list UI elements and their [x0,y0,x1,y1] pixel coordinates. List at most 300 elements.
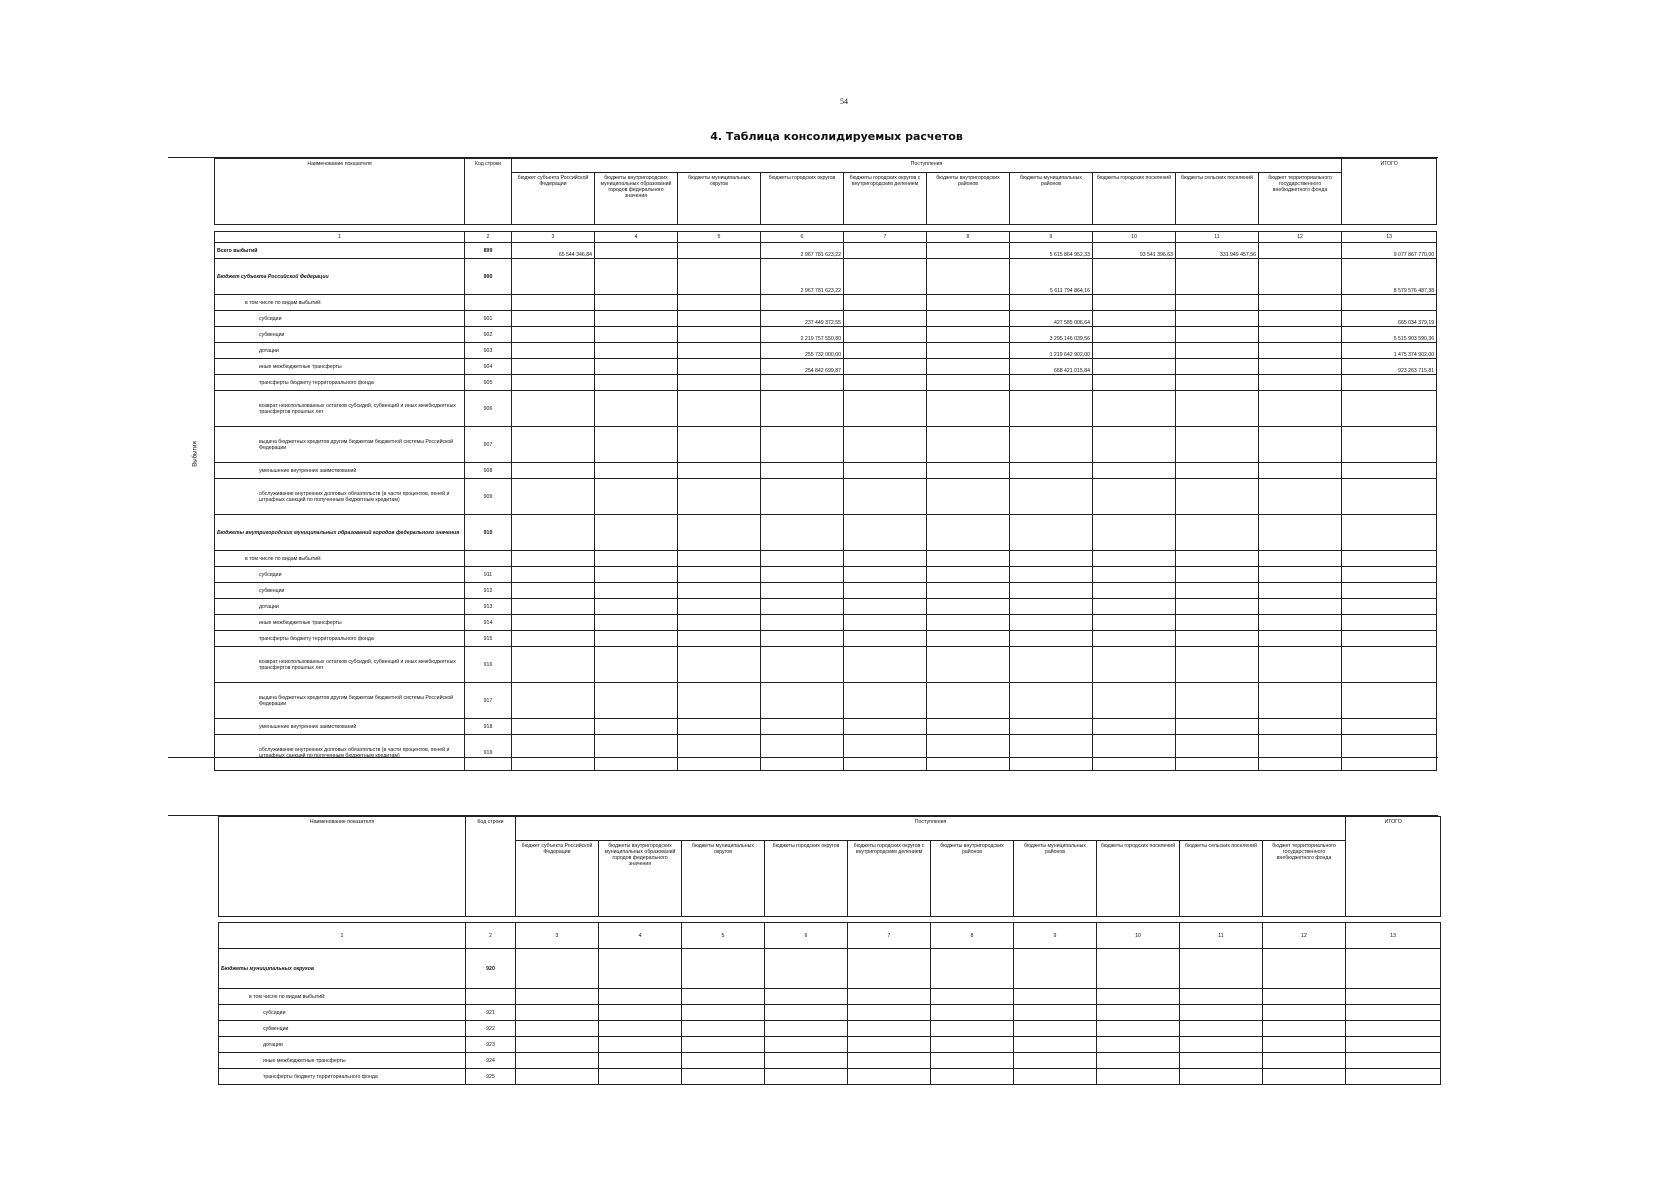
cell-col-3 [516,1069,599,1085]
cell-col-3 [512,599,595,615]
cell-col-8 [927,719,1010,735]
cell-col-7 [848,1069,931,1085]
cell-col-7 [844,631,927,647]
cell-col-3 [516,1037,599,1053]
cell-col-11 [1180,1005,1263,1021]
cell-col-13 [1342,551,1437,567]
header-col-7: бюджеты городских округов с внутригородским делением [844,173,927,225]
cell-col-5 [678,463,761,479]
cell-col-11 [1176,599,1259,615]
table-row [215,631,1437,647]
header-number-12: 12 [1263,923,1346,949]
row-code: 900 [465,259,512,295]
cell-col-7 [844,567,927,583]
cell-col-10: 93 541 396,63 [1093,243,1176,259]
cell-col-13 [1342,647,1437,683]
row-name: дотации [219,1037,466,1053]
row-name: обслуживание внутренних долговых обязательств (в части процентов, пеней и штрафных санкций по полученным бюджетным кредитам) [215,735,465,771]
cell-col-12 [1259,683,1342,719]
cell-col-8 [931,989,1014,1005]
row-name: уменьшение внутренних заимствований [215,463,465,479]
cell-col-10 [1097,1069,1180,1085]
cell-col-11 [1180,1021,1263,1037]
header-col-9: бюджеты муниципальных районов [1014,841,1097,917]
cell-col-7 [844,311,927,327]
cell-col-7 [844,463,927,479]
cell-col-4 [595,719,678,735]
cell-col-8 [927,427,1010,463]
cell-col-11 [1176,259,1259,295]
cell-col-10 [1093,631,1176,647]
row-code: 901 [465,311,512,327]
row-name: обслуживание внутренних долговых обязательств (в части процентов, пеней и штрафных санкций по полученным бюджетным кредитам) [215,479,465,515]
cell-col-7 [848,1053,931,1069]
cell-col-9 [1014,1053,1097,1069]
table-row [215,259,1437,295]
cell-col-10 [1097,989,1180,1005]
cell-col-12 [1259,463,1342,479]
cell-col-9 [1010,515,1093,551]
cell-col-9: 668 421 015,84 [1010,359,1093,375]
cell-col-12 [1259,295,1342,311]
cell-col-5 [682,1069,765,1085]
cell-col-13: 1 475 374 902,00 [1342,343,1437,359]
cell-col-6: 254 842 699,87 [761,359,844,375]
header-number-3: 3 [516,923,599,949]
cell-col-5 [678,735,761,771]
cell-col-13: 9 077 867 770,00 [1342,243,1437,259]
cell-col-7 [844,583,927,599]
cell-col-3 [512,647,595,683]
cell-col-7 [844,647,927,683]
table1-header [215,159,1437,243]
cell-col-6 [761,427,844,463]
header-col-12: бюджет территориального государственного внебюджетного фонда [1263,841,1346,917]
cell-col-8 [927,567,1010,583]
cell-col-5 [678,615,761,631]
cell-col-8 [927,463,1010,479]
cell-col-6 [761,463,844,479]
cell-col-5 [678,583,761,599]
header-col-5: бюджеты муниципальных округов [678,173,761,225]
cell-col-10 [1093,683,1176,719]
cell-col-9: 427 585 006,64 [1010,311,1093,327]
row-name: Бюджеты муниципальных округов [219,949,466,989]
cell-col-6 [761,719,844,735]
cell-col-9: 5 615 864 952,33 [1010,243,1093,259]
cell-col-3 [516,1053,599,1069]
cell-col-9 [1014,1037,1097,1053]
row-code: 906 [465,391,512,427]
header-total: ИТОГО [1346,817,1441,917]
cell-col-5 [678,427,761,463]
cell-col-8 [927,359,1010,375]
cell-col-9 [1010,479,1093,515]
cell-col-4 [595,259,678,295]
cell-col-6 [765,949,848,989]
cell-col-13 [1346,1005,1441,1021]
cell-col-10 [1093,567,1176,583]
cell-col-5 [678,479,761,515]
cell-col-6: 2 219 757 550,80 [761,327,844,343]
header-number-2: 2 [466,923,516,949]
header-col-11: бюджеты сельских поселений [1176,173,1259,225]
cell-col-4 [595,479,678,515]
cell-col-8 [927,391,1010,427]
cell-col-5 [678,295,761,311]
row-code: 913 [465,599,512,615]
row-code: 915 [465,631,512,647]
row-name: Бюджет субъекта Российской Федерации [215,259,465,295]
cell-col-11 [1176,479,1259,515]
cell-col-6 [761,631,844,647]
cell-col-3 [512,327,595,343]
cell-col-13 [1342,295,1437,311]
header-number-13: 13 [1346,923,1441,949]
row-code: 923 [466,1037,516,1053]
cell-col-4 [595,683,678,719]
cell-col-9 [1010,295,1093,311]
cell-col-7 [844,427,927,463]
cell-col-4 [595,515,678,551]
row-name: Бюджеты внутригородских муниципальных образований городов федерального значения [215,515,465,551]
cell-col-11 [1180,989,1263,1005]
cell-col-6 [761,615,844,631]
cell-col-6 [761,567,844,583]
cell-col-13 [1342,375,1437,391]
cell-col-7 [844,551,927,567]
cell-col-10 [1093,375,1176,391]
cell-col-4 [599,1021,682,1037]
cell-col-7 [844,599,927,615]
cell-col-11 [1180,1037,1263,1053]
cell-col-4 [595,615,678,631]
cell-col-7 [848,989,931,1005]
row-name: субвенции [219,1021,466,1037]
cell-col-3 [512,463,595,479]
cell-col-11 [1176,567,1259,583]
table-row [215,551,1437,567]
cell-col-13 [1342,567,1437,583]
header-number-4: 4 [599,923,682,949]
cell-col-4 [595,583,678,599]
cell-col-11 [1176,631,1259,647]
cell-col-11 [1180,1053,1263,1069]
cell-col-6 [765,1021,848,1037]
cell-col-5 [678,375,761,391]
table-row [219,1037,1441,1053]
cell-col-5 [682,1053,765,1069]
cell-col-11 [1176,427,1259,463]
cell-col-8 [927,683,1010,719]
cell-col-13 [1342,719,1437,735]
cell-col-7 [848,1037,931,1053]
cell-col-11 [1176,719,1259,735]
row-code [466,989,516,1005]
cell-col-4 [595,327,678,343]
cell-col-13 [1342,463,1437,479]
cell-col-13 [1342,479,1437,515]
header-number-3: 3 [512,232,595,243]
table-row [215,327,1437,343]
cell-col-7 [848,1005,931,1021]
cell-col-5 [678,259,761,295]
cell-col-12 [1259,311,1342,327]
cell-col-8 [931,1021,1014,1037]
cell-col-5 [678,631,761,647]
header-col-8: бюджеты внутригородских районов [927,173,1010,225]
table-row [215,375,1437,391]
cell-col-6 [765,1069,848,1085]
cell-col-10 [1093,343,1176,359]
cell-col-4 [595,631,678,647]
header-col-8: бюджеты внутригородских районов [931,841,1014,917]
cell-col-9 [1014,1069,1097,1085]
header-col-7: бюджеты городских округов с внутригородским делением [848,841,931,917]
row-code: 916 [465,647,512,683]
row-name: трансферты бюджету территориального фонда [215,375,465,391]
row-code: 902 [465,327,512,343]
header-receipts: Поступления [512,159,1342,173]
cell-col-8 [927,375,1010,391]
cell-col-12 [1259,479,1342,515]
row-name: возврат неиспользованных остатков субсидий, субвенций и иных межбюджетных трансфертов прошлых лет [215,391,465,427]
header-number-7: 7 [848,923,931,949]
cell-col-3 [512,735,595,771]
cell-col-8 [931,949,1014,989]
row-code [465,551,512,567]
cell-col-8 [931,1053,1014,1069]
cell-col-3 [512,295,595,311]
row-code: 911 [465,567,512,583]
cell-col-8 [931,1005,1014,1021]
row-name: трансферты бюджету территориального фонда [219,1069,466,1085]
row-code: 903 [465,343,512,359]
cell-col-11 [1176,359,1259,375]
header-col-5: бюджеты муниципальных округов [682,841,765,917]
cell-col-9 [1010,631,1093,647]
cell-col-6 [765,1053,848,1069]
header-number-9: 9 [1014,923,1097,949]
cell-col-5 [682,1037,765,1053]
table-row [215,647,1437,683]
header-number-5: 5 [682,923,765,949]
cell-col-4 [599,1005,682,1021]
cell-col-11 [1176,327,1259,343]
header-col-10: бюджеты городских поселений [1093,173,1176,225]
cell-col-4 [595,311,678,327]
cell-col-6 [765,1037,848,1053]
cell-col-8 [927,631,1010,647]
cell-col-12 [1259,583,1342,599]
header-col-9: бюджеты муниципальных районов [1010,173,1093,225]
header-number-4: 4 [595,232,678,243]
cell-col-4 [599,949,682,989]
cell-col-8 [927,343,1010,359]
cell-col-13 [1346,1053,1441,1069]
cell-col-3 [512,515,595,551]
cell-col-9 [1010,427,1093,463]
cell-col-6 [761,391,844,427]
cell-col-9 [1010,567,1093,583]
header-code: Код строки [466,817,516,917]
cell-col-13: 923 263 715,81 [1342,359,1437,375]
cell-col-7 [844,515,927,551]
cell-col-9: 3 295 146 039,56 [1010,327,1093,343]
cell-col-12 [1259,343,1342,359]
header-number-11: 11 [1176,232,1259,243]
cell-col-10 [1093,359,1176,375]
header-col-11: бюджеты сельских поселений [1180,841,1263,917]
cell-col-6 [761,295,844,311]
table-row [215,295,1437,311]
cell-col-4 [595,375,678,391]
cell-col-3 [512,359,595,375]
cell-col-6 [765,1005,848,1021]
table1-body [215,243,1437,771]
cell-col-5 [678,243,761,259]
cell-col-6: 255 732 000,00 [761,343,844,359]
header-col-3: бюджет субъекта Российской Федерации [516,841,599,917]
row-name: в том числе по видам выбытий: [219,989,466,1005]
cell-col-7 [848,949,931,989]
header-number-1: 1 [219,923,466,949]
cell-col-5 [682,949,765,989]
cell-col-4 [599,1053,682,1069]
row-name: Всего выбытий [215,243,465,259]
table-row [219,1005,1441,1021]
cell-col-10 [1093,311,1176,327]
row-name: субвенции [215,327,465,343]
header-number-12: 12 [1259,232,1342,243]
cell-col-8 [927,515,1010,551]
cell-col-11 [1176,311,1259,327]
cell-col-10 [1093,295,1176,311]
cell-col-13 [1342,391,1437,427]
cell-col-5 [678,599,761,615]
cell-col-9 [1010,583,1093,599]
cell-col-10 [1093,327,1176,343]
cell-col-9 [1010,615,1093,631]
cell-col-13 [1342,615,1437,631]
cell-col-12 [1263,1037,1346,1053]
cell-col-10 [1097,949,1180,989]
cell-col-7 [844,343,927,359]
cell-col-13 [1346,949,1441,989]
row-code: 912 [465,583,512,599]
cell-col-10 [1093,427,1176,463]
cell-col-5 [678,343,761,359]
cell-col-8 [927,479,1010,515]
cell-col-12 [1263,1021,1346,1037]
cell-col-7 [844,719,927,735]
cell-col-9: 1 219 642 902,00 [1010,343,1093,359]
cell-col-12 [1259,427,1342,463]
cell-col-9 [1014,949,1097,989]
table-row [215,479,1437,515]
cell-col-3 [512,551,595,567]
row-name: субсидии [219,1005,466,1021]
cell-col-9: 5 611 794 864,16 [1010,259,1093,295]
cell-col-8 [927,583,1010,599]
cell-col-11 [1180,949,1263,989]
cell-col-5 [678,311,761,327]
header-number-5: 5 [678,232,761,243]
table-row [215,583,1437,599]
header-col-3: бюджет субъекта Российской Федерации [512,173,595,225]
cell-col-4 [595,735,678,771]
cell-col-3 [512,391,595,427]
table-row [215,427,1437,463]
header-col-6: бюджеты городских округов [761,173,844,225]
row-code: 920 [466,949,516,989]
cell-col-9 [1014,1005,1097,1021]
row-code: 922 [466,1021,516,1037]
row-name: дотации [215,343,465,359]
cell-col-4 [595,243,678,259]
cell-col-5 [678,647,761,683]
cell-col-6 [765,989,848,1005]
cell-col-9 [1010,647,1093,683]
cell-col-3: 65 544 346,84 [512,243,595,259]
cell-col-4 [595,343,678,359]
cell-col-12 [1259,359,1342,375]
row-code: 917 [465,683,512,719]
table-row [215,359,1437,375]
consolidated-table-1 [214,158,1437,771]
cell-col-10 [1093,259,1176,295]
cell-col-5 [678,719,761,735]
row-name: иные межбюджетные трансферты [219,1053,466,1069]
cell-col-6: 2 967 781 623,22 [761,259,844,295]
cell-col-10 [1093,615,1176,631]
cell-col-12 [1259,391,1342,427]
cell-col-12 [1259,647,1342,683]
cell-col-12 [1259,259,1342,295]
cell-col-13: 665 034 379,19 [1342,311,1437,327]
page-number: 54 [840,97,848,106]
cell-col-10 [1093,551,1176,567]
document-title: 4. Таблица консолидируемых расчетов [710,130,963,143]
cell-col-4 [595,551,678,567]
header-col-4: бюджеты внутригородских муниципальных образований городов федерального значения [595,173,678,225]
cell-col-5 [678,359,761,375]
cell-col-5 [678,551,761,567]
header-number-7: 7 [844,232,927,243]
cell-col-7 [844,359,927,375]
cell-col-7 [844,683,927,719]
cell-col-11 [1176,343,1259,359]
cell-col-12 [1259,515,1342,551]
cell-col-9 [1010,375,1093,391]
cell-col-13 [1346,1021,1441,1037]
cell-col-3 [512,583,595,599]
cell-col-7 [844,243,927,259]
cell-col-9 [1010,463,1093,479]
cell-col-13 [1342,515,1437,551]
cell-col-4 [595,359,678,375]
cell-col-12 [1263,949,1346,989]
row-code: 907 [465,427,512,463]
cell-col-13: 8 579 576 487,38 [1342,259,1437,295]
cell-col-11 [1176,295,1259,311]
row-name: в том числе по видам выбытий: [215,551,465,567]
cell-col-6: 237 449 372,55 [761,311,844,327]
row-code: 905 [465,375,512,391]
header-col-10: бюджеты городских поселений [1097,841,1180,917]
header-indicator: Наименование показателя [215,159,465,225]
row-code: 909 [465,479,512,515]
